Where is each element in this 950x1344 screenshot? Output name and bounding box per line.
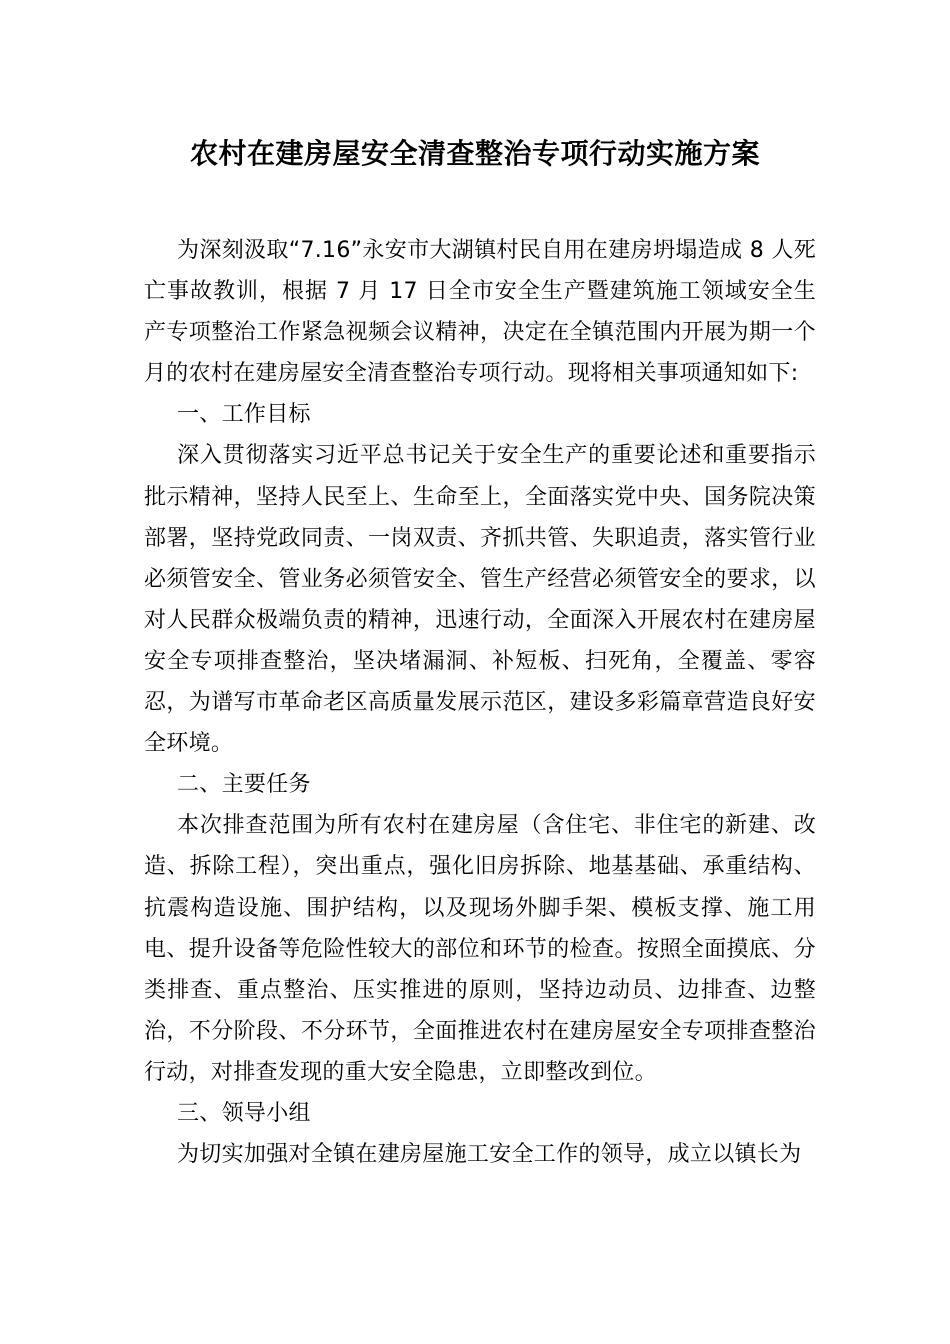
section-heading-leadership-group: 三、领导小组 [177,1100,311,1126]
document-title: 农村在建房屋安全清查整治专项行动实施方案 [189,137,760,170]
main-tasks-paragraph: 本次排查范围为所有农村在建房屋（含住宅、非住宅的新建、改造、拆除工程），突出重点，强化旧房拆除、地基基础、承重结构、抗震构造设施、围护结构，以及现场外脚手架、模板支撑、施工用电、提升设备等危险性较大的部位和环节的检查。按照全面摸底、分类排查、重点整治、压实推进的原则，坚持边动员、边排查、边整治，不分阶段、不分环节，全面推进农村在建房屋安全专项排查整治行动，对排查发现的重大安全隐患，立即整改到位。 [144,813,816,1085]
leadership-group-paragraph: 为切实加强对全镇在建房屋施工安全工作的领导，成立以镇长为 [177,1142,802,1168]
document-body [144,230,816,1175]
intro-paragraph: 为深刻汲取“7.16”永安市大湖镇村民自用在建房坍塌造成 8 人死亡事故教训，根据 7 月 17 日全市安全生产暨建筑施工领域安全生产专项整治工作紧急视频会议精神，决定在全镇范围内开展为期一个月的农村在建房屋安全清查整治专项行动。现将相关事项通知如下: [144,238,816,387]
section-heading-main-tasks: 二、主要任务 [177,772,311,798]
work-goals-paragraph: 深入贯彻落实习近平总书记关于安全生产的重要论述和重要指示批示精神，坚持人民至上、生命至上，全面落实党中央、国务院决策部署，坚持党政同责、一岗双责、齐抓共管、失职追责，落实管行业必须管安全、管业务必须管安全、管生产经营必须管安全的要求，以对人民群众极端负责的精神，迅速行动，全面深入开展农村在建房屋安全专项排查整治，坚决堵漏洞、补短板、扫死角，全覆盖、零容忍，为谱写市革命老区高质量发展示范区，建设多彩篇章营造良好安全环境。 [144,443,816,757]
section-heading-work-goals: 一、工作目标 [177,402,311,428]
